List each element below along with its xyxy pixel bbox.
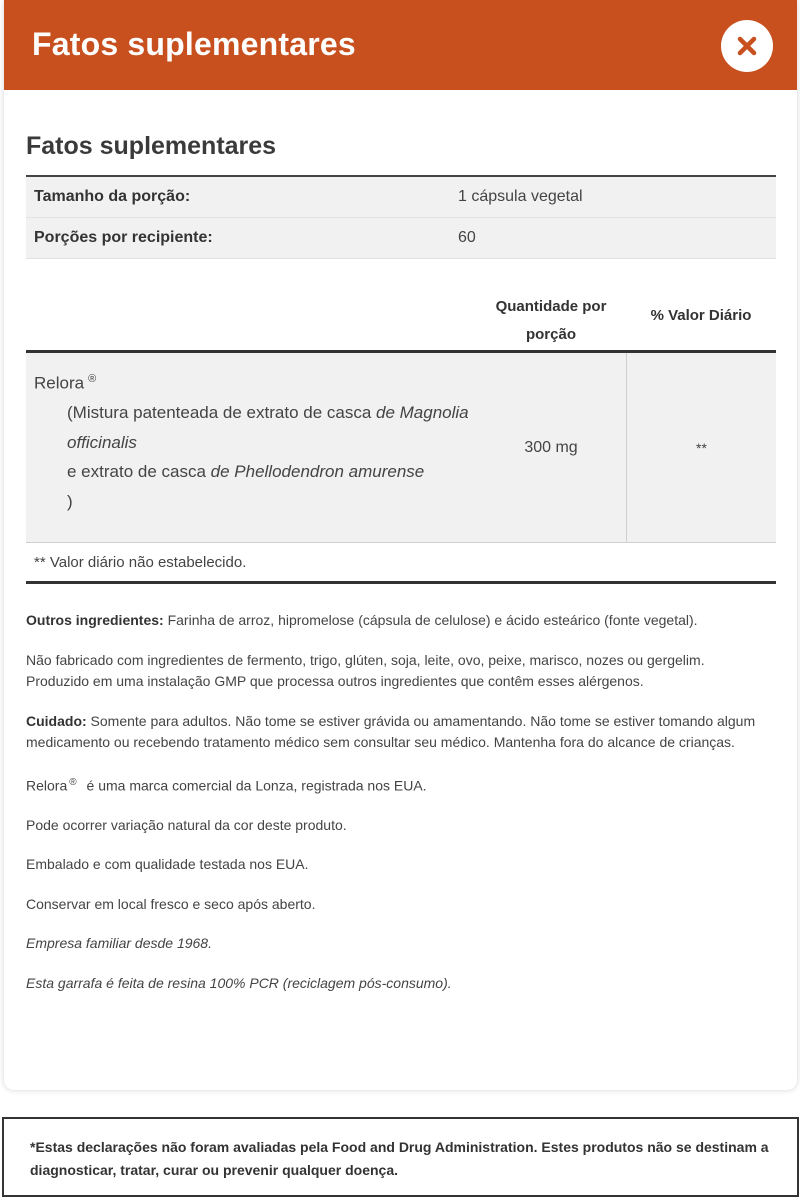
ingredient-name: Relora	[34, 373, 85, 393]
caution-statement: Cuidado: Somente para adultos. Não tome se estiver grávida ou amamentando. Não tome se estiver tomando algum medicamento ou recebendo tratamento médico sem consultar seu médico. Mantenha fora do alcance de crianças.	[26, 712, 756, 750]
serving-size-value: 1 cápsula vegetal	[458, 188, 583, 205]
ingredient-description: (Mistura patenteada de extrato de casca de Magnolia officinalis e extrato de casca de Phellodendron amurense )	[67, 403, 469, 511]
serving-size-label: Tamanho da porção:	[34, 188, 191, 205]
allergen-statement: Não fabricado com ingredientes de fermento, trigo, glúten, soja, leite, ovo, peixe, marisco, nozes ou gergelim. Produzido em uma instalação GMP que processa outros ingredientes que contêm esses alérgenos.	[26, 651, 705, 689]
fda-disclaimer: *Estas declarações não foram avaliadas pela Food and Drug Administration. Estes produtos não se destinam a diagnosticar, tratar, curar ou prevenir qualquer doença.	[2, 1117, 799, 1197]
storage-note: Conservar em local fresco e seco após aberto.	[26, 895, 316, 912]
close-button[interactable]	[721, 20, 773, 72]
close-icon	[736, 35, 758, 57]
family-company-note: Empresa familiar desde 1968.	[26, 935, 212, 952]
ingredient-name-cell	[26, 353, 476, 542]
ingredient-daily-value: **	[626, 353, 776, 542]
bottle-note: Esta garrafa é feita de resina 100% PCR (reciclagem pós-consumo).	[26, 974, 452, 991]
other-ingredients: Outros ingredientes: Farinha de arroz, hipromelose (cápsula de celulose) e ácido esteárico (fonte vegetal).	[26, 612, 698, 628]
modal-header	[4, 0, 797, 90]
ingredient-amount: 300 mg	[524, 438, 578, 456]
servings-per-container-row	[26, 218, 776, 259]
supplement-facts-title: Fatos suplementares	[26, 132, 277, 160]
daily-value-footnote: ** Valor diário não estabelecido.	[26, 543, 776, 584]
servings-per-container-label: Porções por recipiente:	[34, 229, 213, 246]
trademark-statement: Relora ® é uma marca comercial da Lonza, registrada nos EUA.	[26, 776, 427, 794]
packaged-note: Embalado e com qualidade testada nos EUA.	[26, 856, 309, 873]
servings-per-container-value: 60	[458, 229, 476, 246]
serving-size-row	[26, 177, 776, 218]
supplement-facts-modal	[4, 0, 797, 1090]
quantity-column-header: Quantidade por porção	[495, 298, 607, 343]
trademark-symbol: ®	[88, 373, 97, 385]
serving-table	[26, 175, 776, 259]
modal-title: Fatos suplementares	[32, 26, 356, 62]
nutrient-column-header	[26, 295, 776, 353]
product-notes	[26, 610, 766, 994]
color-variation-note: Pode ocorrer variação natural da cor deste produto.	[26, 816, 347, 833]
ingredient-row	[26, 353, 776, 543]
daily-value-column-header: % Valor Diário	[650, 307, 752, 324]
modal-content	[26, 90, 776, 1012]
